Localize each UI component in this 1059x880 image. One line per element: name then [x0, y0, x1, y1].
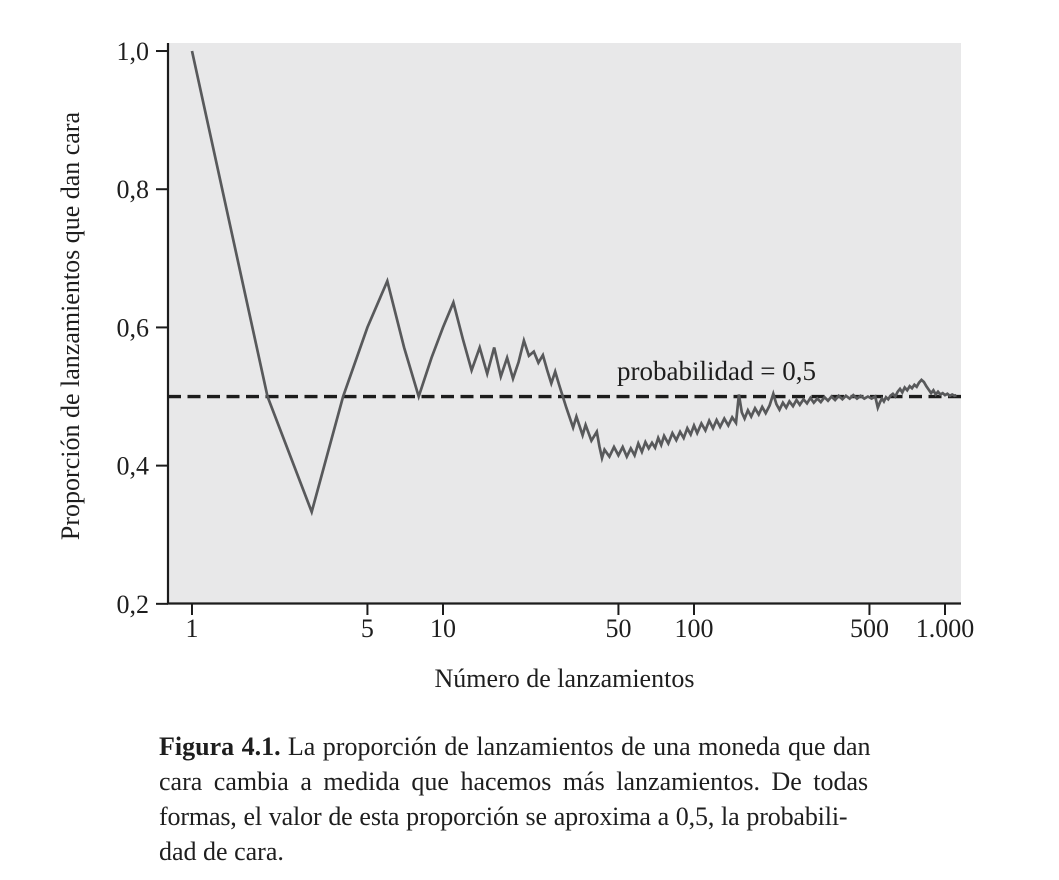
caption-line: formas, el valor de esta proporción se aproxima a 0,5, la probabili- [159, 802, 848, 831]
y-tick-label: 0,6 [116, 313, 149, 343]
x-axis-title: Número de lanzamientos [434, 664, 695, 693]
caption-line: dad de cara. [159, 837, 284, 866]
x-tick-label: 100 [674, 614, 714, 643]
x-tick-label: 5 [360, 614, 374, 643]
caption-line: cara cambia a medida que hacemos más lanzamientos. De todas [159, 767, 869, 796]
plot-area [168, 43, 961, 603]
figure-number: Figura 4.1. [159, 732, 281, 761]
y-axis-title: Proporción de lanzamientos que dan cara [56, 111, 85, 541]
y-tick-label: 1,0 [116, 37, 149, 67]
y-tick-label: 0,4 [116, 451, 149, 481]
y-tick-label: 0,8 [116, 175, 149, 205]
y-tick-label: 0,2 [116, 589, 149, 619]
figure-caption [159, 729, 959, 869]
caption-line [159, 729, 959, 764]
reference-line-label: probabilidad = 0,5 [617, 356, 816, 386]
x-tick-label: 1 [185, 614, 199, 643]
caption-text: La proporción de lanzamientos de una moneda que dan [287, 732, 871, 761]
x-tick-label: 500 [849, 614, 889, 643]
x-tick-label: 1.000 [915, 614, 975, 643]
x-tick-label: 10 [429, 614, 456, 643]
x-tick-label: 50 [605, 614, 632, 643]
